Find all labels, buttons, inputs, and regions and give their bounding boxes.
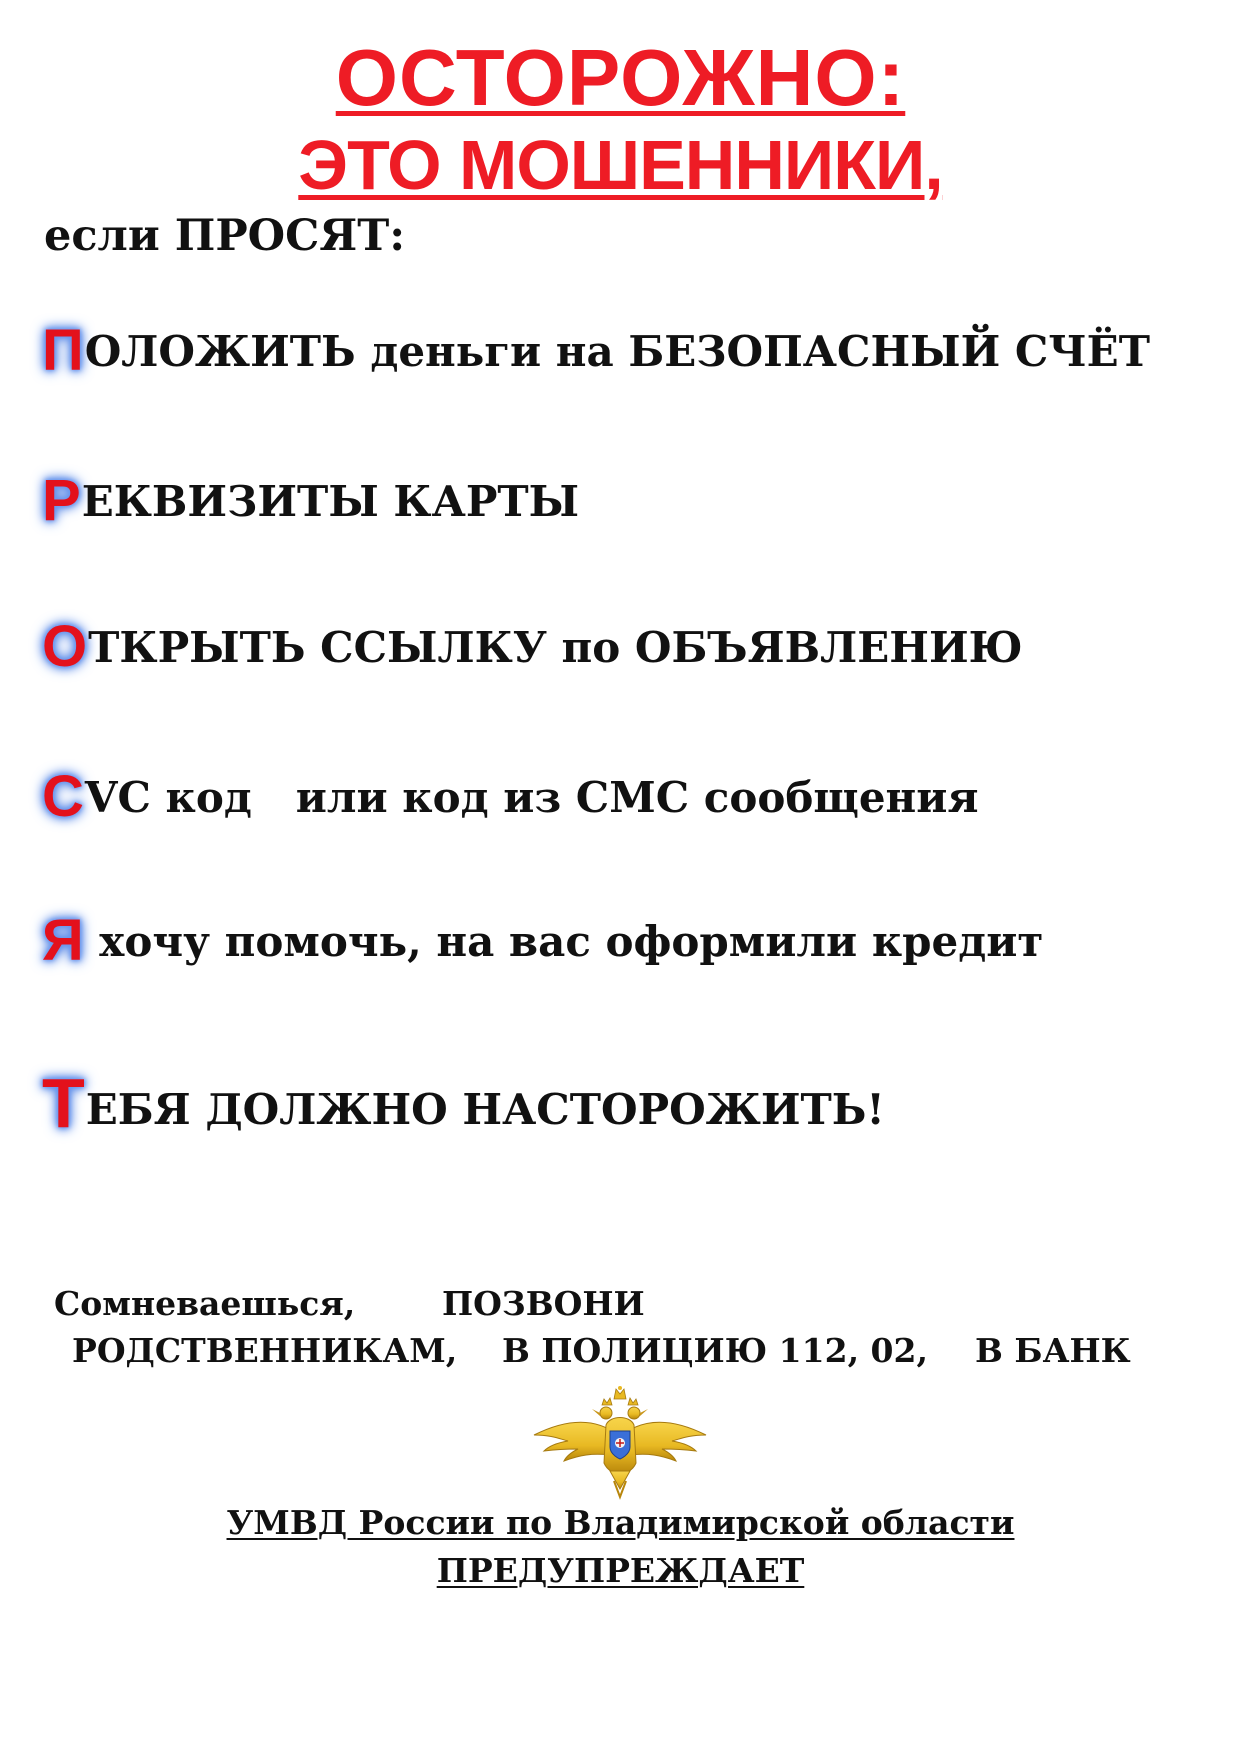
list-item-text: ЕБЯ ДОЛЖНО НАСТОРОЖИТЬ! (85, 1085, 885, 1134)
list-item-text: ТКРЫТЬ ССЫЛКУ по ОБЪЯВЛЕНИЮ (88, 623, 1023, 672)
list-item-tebya (42, 1064, 885, 1142)
list-item-text: хочу помочь, на вас оформили кредит (84, 917, 1044, 966)
acrostic-initial: Я (42, 908, 84, 973)
advice-call: ПОЗВОНИ (442, 1284, 645, 1323)
signature-line-2: ПРЕДУПРЕЖДАЕТ (436, 1551, 805, 1590)
acrostic-initial: О (42, 614, 88, 679)
list-item-otkryt (42, 604, 1023, 679)
advice-relatives: РОДСТВЕННИКАМ, (72, 1331, 458, 1370)
list-item-rekvizity (42, 458, 580, 533)
advice-bank: В БАНК (975, 1331, 1131, 1370)
acrostic-initial: П (42, 318, 84, 383)
headline-line-2: ЭТО МОШЕННИКИ, (298, 126, 943, 204)
advice-police: В ПОЛИЦИЮ 112, 02, (502, 1331, 928, 1370)
list-item-text: VC код или код из СМС сообщения (84, 773, 979, 822)
acrostic-initial: Т (42, 1064, 85, 1142)
double-headed-eagle-emblem-icon (530, 1385, 710, 1500)
list-item-cvc (42, 754, 979, 829)
intro-text: если ПРОСЯТ: (44, 211, 406, 261)
list-item-ya (42, 898, 1044, 973)
advice-doubt: Сомневаешься, (54, 1284, 356, 1323)
acrostic-initial: С (42, 764, 84, 829)
headline-line-1: ОСТОРОЖНО: (335, 33, 906, 122)
list-item-polozhit (42, 308, 1150, 383)
signature-line-1: УМВД России по Владимирской области (226, 1503, 1015, 1542)
acrostic-initial: Р (42, 468, 81, 533)
list-item-text: ЕКВИЗИТЫ КАРТЫ (81, 477, 580, 526)
list-item-text: ОЛОЖИТЬ деньги на БЕЗОПАСНЫЙ СЧЁТ (84, 327, 1150, 376)
